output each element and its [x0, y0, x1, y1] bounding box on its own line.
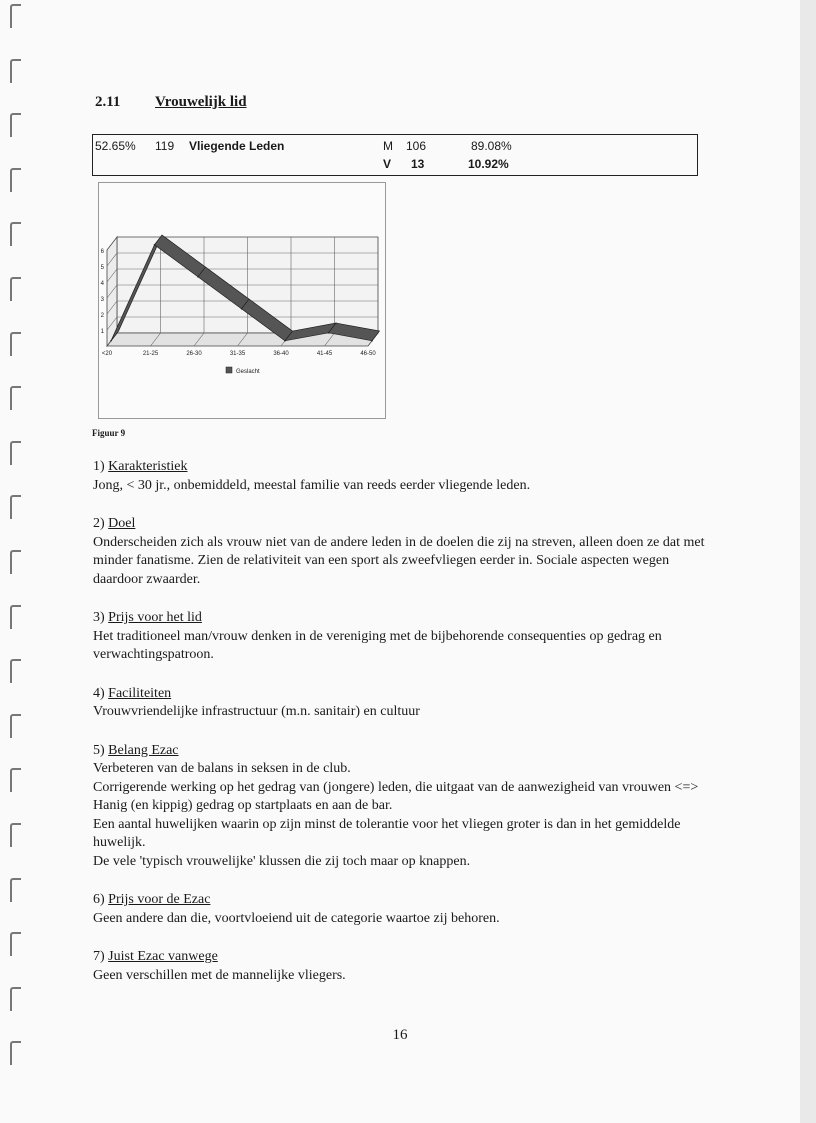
binder-ring — [10, 823, 21, 847]
chart-ytick-label: 3 — [100, 297, 104, 303]
item-text: Vrouwvriendelijke infrastructuur (m.n. sanitair) en cultuur — [93, 704, 420, 719]
chart-data-point — [284, 340, 286, 342]
item-text: Onderscheiden zich als vrouw niet van de andere leden in de doelen die zij na streven, alleen doen ze dat met minder fanatisme. Zien de relativiteit van een sport als zweefvliegen eerder in. Sociale aspecten wegen daardoor zwaarder. — [93, 534, 705, 587]
item-heading — [93, 948, 713, 967]
item-number: 3) — [93, 610, 105, 625]
chart-ytick-label: 2 — [100, 313, 104, 319]
item-text: Jong, < 30 jr., onbemiddeld, meestal familie van reeds eerder vliegende leden. — [93, 477, 531, 493]
item-text: Geen andere dan die, voortvloeiend uit de categorie waartoe zij behoren. — [93, 910, 500, 926]
chart-legend-label: Geslacht — [236, 369, 260, 375]
item-number: 7) — [93, 949, 105, 964]
chart-ytick-label: 4 — [100, 281, 104, 287]
binder-ring — [10, 332, 21, 356]
chart-ytick-label: 6 — [100, 249, 104, 255]
item-number: 5) — [93, 742, 105, 758]
stats-count: 119 — [155, 139, 175, 153]
stats-percent-v: 10.92% — [468, 157, 509, 171]
binder-ring — [10, 878, 21, 902]
binder-ring — [10, 113, 21, 137]
item-heading — [93, 685, 713, 704]
binder-ring — [10, 605, 21, 629]
item-title: Juist Ezac vanwege — [108, 949, 218, 964]
chart-data-point — [241, 308, 243, 310]
binder-ring — [10, 4, 21, 28]
item-number: 6) — [93, 892, 105, 907]
item-title: Prijs voor het lid — [108, 610, 202, 625]
section-title: Vrouwelijk lid — [155, 94, 247, 110]
chart-xtick-label: 31-35 — [229, 351, 246, 357]
binder-ring — [10, 168, 21, 192]
binder-ring — [10, 550, 21, 574]
stats-code-v: V — [383, 157, 392, 171]
chart-ytick-label: 5 — [100, 265, 104, 271]
chart-xtick-label: 21-25 — [142, 351, 159, 357]
binder-ring — [10, 932, 21, 956]
binder-ring — [10, 386, 21, 410]
item-number: 1) — [93, 459, 105, 474]
item-title: Prijs voor de Ezac — [108, 892, 211, 907]
binder-ring — [10, 222, 21, 246]
item-text: De vele 'typisch vrouwelijke' klussen die zij toch maar op knappen. — [93, 853, 471, 869]
item-title: Belang Ezac — [108, 742, 179, 758]
chart-data-point — [328, 332, 330, 334]
list-item — [93, 458, 713, 495]
figure-caption: Figuur 9 — [92, 428, 126, 438]
binder-ring — [10, 441, 21, 465]
item-heading — [93, 458, 713, 477]
stats-label: Vliegende Leden — [189, 139, 285, 153]
stats-code-m: M — [383, 139, 393, 153]
chart-data-point — [371, 340, 373, 342]
stats-percent: 52.65% — [95, 139, 136, 153]
item-text: Corrigerende werking op het gedrag van (jongere) leden, die uitgaat van de aanwezigheid van vrouwen <=> Hanig (en kippig) gedrag op startplaats en aan de bar. — [93, 779, 699, 813]
age-chart-svg — [99, 183, 385, 418]
list-item — [93, 948, 713, 985]
item-heading — [93, 515, 713, 534]
binder-ring — [10, 1041, 21, 1065]
chart-ytick-label: 1 — [100, 329, 104, 335]
item-title: Faciliteiten — [108, 685, 172, 701]
item-list — [93, 458, 713, 1005]
item-number: 2) — [93, 516, 105, 531]
item-title: Doel — [108, 516, 136, 531]
page-number: 16 — [392, 1027, 408, 1043]
age-chart — [98, 182, 386, 419]
chart-data-point — [154, 244, 156, 246]
stats-count-v: 13 — [411, 157, 425, 171]
section-number: 2.11 — [95, 94, 121, 110]
item-text: Het traditioneel man/vrouw denken in de vereniging met de bijbehorende consequenties op gedrag en verwachtingspatroon. — [93, 628, 662, 662]
stats-percent-m: 89.08% — [471, 139, 512, 153]
stats-count-m: 106 — [406, 139, 427, 153]
binder-ring — [10, 277, 21, 301]
list-item — [93, 609, 713, 665]
chart-data-point — [110, 340, 112, 342]
item-text: Verbeteren van de balans in seksen in de club. — [93, 761, 351, 776]
item-text: Geen verschillen met de mannelijke vliegers. — [93, 967, 346, 983]
list-item — [93, 515, 713, 589]
list-item — [93, 891, 713, 928]
item-heading — [93, 742, 713, 761]
list-item — [93, 742, 713, 872]
chart-xtick-label: <20 — [101, 351, 113, 357]
item-title: Karakteristiek — [108, 459, 188, 474]
list-item — [93, 685, 713, 722]
chart-xtick-label: 41-45 — [316, 351, 333, 357]
item-heading — [93, 609, 713, 628]
binder-ring — [10, 59, 21, 83]
section-header — [95, 94, 247, 111]
item-heading — [93, 891, 713, 910]
chart-legend-swatch — [226, 367, 232, 373]
chart-xtick-label: 46-50 — [360, 351, 376, 357]
item-number: 4) — [93, 685, 105, 701]
chart-xtick-label: 36-40 — [273, 351, 289, 357]
binder-ring — [10, 495, 21, 519]
member-stats-box — [92, 134, 698, 176]
chart-data-point — [197, 276, 199, 278]
binder-ring — [10, 987, 21, 1011]
chart-xtick-label: 26-30 — [186, 351, 202, 357]
binder-ring — [10, 659, 21, 683]
binder-ring — [10, 768, 21, 792]
item-text: Een aantal huwelijken waarin op zijn minst de tolerantie voor het vliegen groter is dan in het gemiddelde huwelijk. — [93, 816, 681, 850]
binder-ring — [10, 714, 21, 738]
binder-holes — [6, 0, 26, 1123]
